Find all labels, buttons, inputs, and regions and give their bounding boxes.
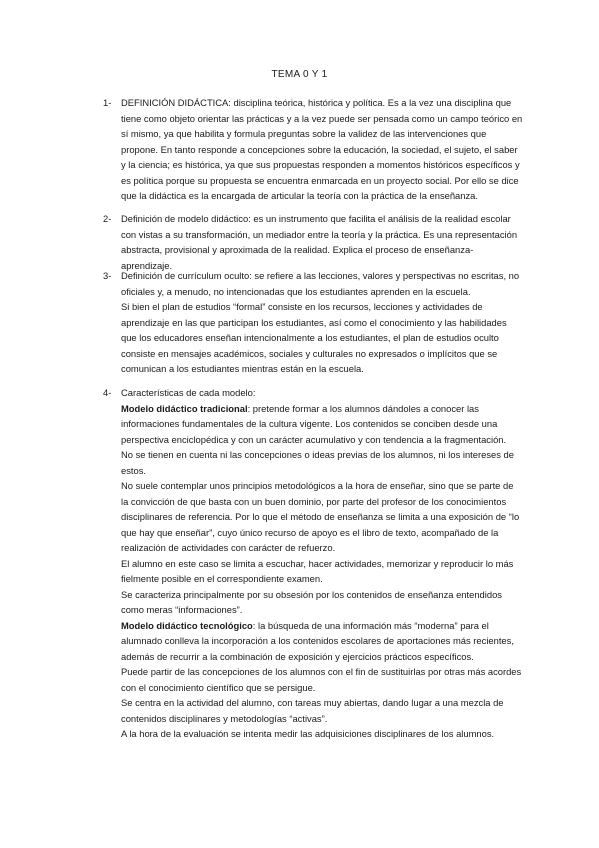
paragraph: A la hora de la evaluación se intenta medir las adquisiciones disciplinares de los alumnos. [121, 728, 495, 739]
item-text-continued: Si bien el plan de estudios “formal” consiste en los recursos, lecciones y actividades de aprendizaje en las que participan los estudiantes, así como el conocimiento y las habilidades que los educadores enseñan intencionalmente a los estudiantes, el plan de estudios oculto consiste en mensajes académicos, sociales y culturales no expresados o implícitos que se comunican a los estudiantes mientras están en la escuela. [121, 301, 507, 374]
document-title: TEMA 0 Y 1 [271, 69, 328, 80]
paragraph-traditional-model: Modelo didáctico tradicional: pretende formar a los alumnos dándoles a conocer las informaciones fundamentales de la cultura vigente. Los contenidos se conciben desde una perspectiva enciclopédica y con un carácter acumulativo y con tendencia a la fragmentación. [121, 402, 507, 445]
paragraph: Puede partir de las concepciones de los alumnos con el fin de sustituirlas por otras más acordes con el conocimiento científico que se persigue. [121, 666, 522, 693]
item-text: Definición de modelo didáctico: es un instrumento que facilita el análisis de la realidad escolar con vistas a su transformación, un mediador entre la teoría y la práctica. Es una representación abstracta, provisional y aproximada de la realidad. Explica el proceso de enseñanza-aprendizaje. [121, 213, 518, 271]
paragraph: No suele contemplar unos principios metodológicos a la hora de enseñar, sino que se parte de la convicción de que basta con un buen dominio, por parte del profesor de los conocimientos disciplinares de referencia. Por lo que el método de enseñanza se limita a una exposición de “lo que hay que enseñar”, cuyo único recurso de apoyo es el libro de texto, acompañado de la realización de actividades con carácter de refuerzo. [121, 480, 520, 553]
item-number: 1- [103, 97, 112, 108]
paragraph-technological-model: Modelo didáctico tecnológico: la búsqueda de una información más “moderna” para el alumnado conlleva la incorporación a los contenidos escolares de aportaciones más recientes, además de recurrir a la combinación de exposición y ejercicios prácticos específicos. [121, 619, 514, 662]
technological-model-label: Modelo didáctico tecnológico [121, 619, 253, 631]
list-item-3 [103, 268, 523, 377]
paragraph: No se tienen en cuenta ni las concepciones o ideas previas de los alumnos, ni los intereses de estos. [121, 449, 514, 476]
list-item-4 [103, 385, 523, 742]
traditional-model-label: Modelo didáctico tradicional [121, 402, 248, 414]
list-item-2 [103, 211, 523, 273]
item-number: 4- [103, 387, 112, 398]
paragraph: Se centra en la actividad del alumno, con tareas muy abiertas, dando lugar a una mezcla de contenidos disciplinares y metodologías “activas”. [121, 697, 504, 724]
paragraph: El alumno en este caso se limita a escuchar, hacer actividades, memorizar y reproducir lo más fielmente posible en el correspondiente examen. [121, 557, 514, 584]
list-item-1 [103, 95, 523, 204]
item-number: 3- [103, 270, 112, 281]
section-heading: Características de cada modelo: [121, 387, 256, 398]
paragraph: Se caracteriza principalmente por su obsesión por los contenidos de enseñanza entendidos como meras “informaciones”. [121, 588, 502, 615]
item-text: Definición de currículum oculto: se refiere a las lecciones, valores y perspectivas no escritas, no oficiales y, a menudo, no intencionadas que los estudiantes aprenden en la escuela. [121, 270, 520, 297]
item-number: 2- [103, 213, 112, 224]
item-text: DEFINICIÓN DIDÁCTICA: disciplina teórica, histórica y política. Es a la vez una disciplina que tiene como objeto orientar las prácticas y a la vez puede ser pensada como un campo teórico en sí mismo, ya que habilita y formula preguntas sobre la validez de las intervenciones que propone. En tanto responde a concepciones sobre la educación, la sociedad, el sujeto, el saber y la ciencia; es histórica, ya que sus propuestas responden a momentos históricos específicos y es política porque su propuesta se encuentra enmarcada en un proyecto social. Por ello se dice que la didáctica es la encargada de articular la teoría con la práctica de la enseñanza. [121, 97, 523, 201]
